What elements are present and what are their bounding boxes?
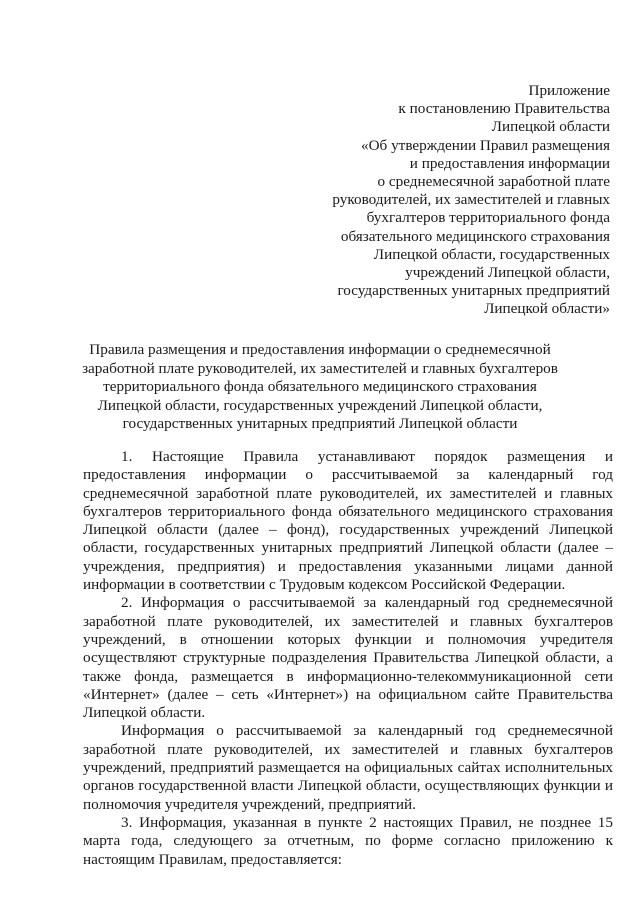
title-line: государственных унитарных предприятий Липецкой области xyxy=(122,415,518,432)
title-line: заработной плате руководителей, их заместителей и главных бухгалтеров xyxy=(82,359,558,377)
appendix-line: руководителей, их заместителей и главных xyxy=(332,191,610,209)
document-body xyxy=(83,448,613,869)
appendix-line: Липецкой области xyxy=(491,118,610,136)
appendix-line: обязательного медицинского страхования xyxy=(340,227,610,245)
title-line: Липецкой области, государственных учреждений Липецкой области, xyxy=(97,396,543,414)
appendix-note xyxy=(280,82,610,319)
paragraph-1: 1. Настоящие Правила устанавливают порядок размещения и предоставления информации о рассчитываемой за календарный год среднемесячной заработной плате руководителей, их заместителей и главных бухгалтеров территориального фонда обязательного медицинского страхования Липецкой области (далее – фонд), государственных учреждений Липецкой области, государственных унитарных предприятий Липецкой области (далее – учреждения, предприятия) и предоставления указанными лицами данной информации в соответствии с Трудовым кодексом Российской Федерации. xyxy=(83,448,613,594)
appendix-line: Приложение xyxy=(528,82,610,99)
paragraph-2: 2. Информация о рассчитываемой за календарный год среднемесячной заработной плате руководителей, их заместителей и главных бухгалтеров учреждений, в отношении которых функции и полномочия учредителя осуществляют структурные подразделения Правительства Липецкой области, а также фонда, размещается в информационно-телекоммуникационной сети «Интернет» (далее – сеть «Интернет») на официальном сайте Правительства Липецкой области. xyxy=(83,594,613,722)
appendix-line: «Об утверждении Правил размещения xyxy=(361,136,610,154)
appendix-line: государственных унитарных предприятий xyxy=(337,282,610,300)
appendix-line: бухгалтеров территориального фонда xyxy=(366,209,610,227)
paragraph-2-continued: Информация о рассчитываемой за календарный год среднемесячной заработной плате руководителей, их заместителей и главных бухгалтеров учреждений, предприятий размещается на официальных сайтах исполнительных органов государственной власти Липецкой области, осуществляющих функции и полномочия учредителя учреждений, предприятий. xyxy=(83,722,613,813)
appendix-line: Липецкой области, государственных xyxy=(373,245,610,263)
paragraph-3: 3. Информация, указанная в пункте 2 настоящих Правил, не позднее 15 марта года, следующего за отчетным, по форме согласно приложению к настоящим Правилам, предоставляется: xyxy=(83,813,613,868)
appendix-line: о среднемесячной заработной плате xyxy=(377,173,610,191)
appendix-line: Липецкой области» xyxy=(484,300,610,318)
appendix-line: к постановлению Правительства xyxy=(398,100,610,118)
document-title xyxy=(80,341,560,434)
appendix-line: и предоставления информации xyxy=(409,154,610,172)
title-line: Правила размещения и предоставления информации о среднемесячной xyxy=(89,341,551,358)
title-line: территориального фонда обязательного медицинского страхования xyxy=(103,378,537,395)
appendix-line: учреждений Липецкой области, xyxy=(405,264,610,282)
